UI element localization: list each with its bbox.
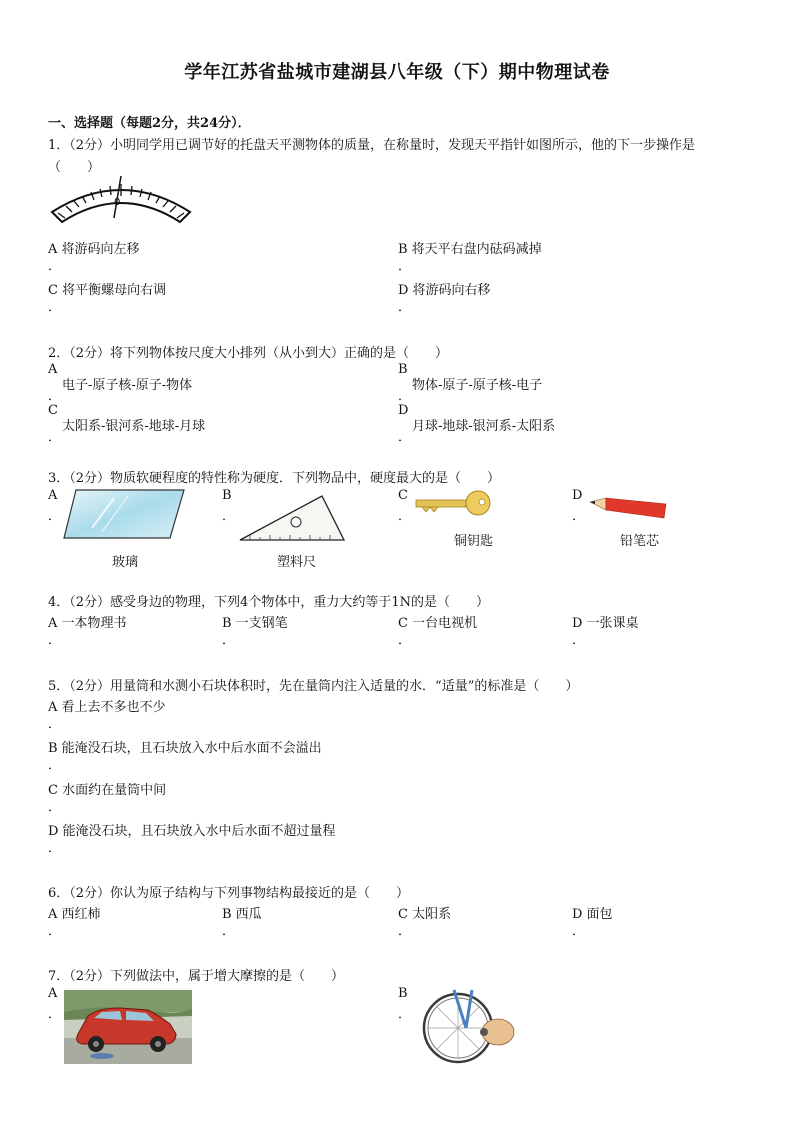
q6-option-a-dot: ． bbox=[48, 924, 62, 939]
q5-option-c[interactable]: C 水面约在量筒中间 bbox=[48, 783, 167, 798]
q5-option-b[interactable]: B 能淹没石块，且石块放入水中后水面不会溢出 bbox=[48, 741, 322, 756]
balance-pointer-scale-figure bbox=[48, 174, 194, 226]
bicycle-brake-image bbox=[414, 988, 518, 1064]
q2-option-d[interactable]: 月球-地球-银河系-太阳系 bbox=[412, 419, 556, 434]
q2-option-c[interactable]: 太阳系-银河系-地球-月球 bbox=[62, 419, 206, 434]
page-title: 学年江苏省盐城市建湖县八年级（下）期中物理试卷 bbox=[184, 62, 610, 83]
q5-option-d-dot: ． bbox=[48, 841, 62, 856]
q1-stem-cont: （ ） bbox=[48, 160, 101, 175]
section-heading: 一、选择题（每题2分，共24分）． bbox=[48, 116, 251, 131]
q2-option-b-letter: B bbox=[398, 362, 408, 377]
q1-option-b-dot: ． bbox=[398, 259, 412, 274]
q4-option-b[interactable]: B 一支钢笔 bbox=[222, 616, 288, 631]
q2-option-c-letter: C bbox=[48, 403, 58, 418]
plastic-set-square-image bbox=[238, 494, 346, 544]
q7-option-b-dot: ． bbox=[398, 1007, 412, 1022]
q2-option-a-letter: A bbox=[48, 362, 58, 377]
q3-stem: 3．（2分）物质软硬程度的特性称为硬度．下列物品中，硬度最大的是（ ） bbox=[48, 471, 501, 486]
q2-option-d-dot: ． bbox=[398, 430, 412, 445]
q1-stem: 1．（2分）小明同学用已调节好的托盘天平测物体的质量，在称量时，发现天平指针如图所示，他的下一步操作是 bbox=[48, 138, 696, 153]
glass-pane-image bbox=[62, 488, 186, 540]
q5-option-c-dot: ． bbox=[48, 800, 62, 815]
q4-stem: 4．（2分）感受身边的物理，下列4个物体中，重力大约等于1N的是（ ） bbox=[48, 595, 489, 610]
q7-stem: 7．（2分）下列做法中，属于增大摩擦的是（ ） bbox=[48, 969, 345, 984]
q3-option-b-caption: 塑料尺 bbox=[277, 555, 317, 570]
q6-option-a[interactable]: A 西红柿 bbox=[48, 907, 101, 922]
q3-option-c-letter[interactable]: C bbox=[398, 488, 408, 503]
q5-option-b-dot: ． bbox=[48, 758, 62, 773]
q7-option-a-letter[interactable]: A bbox=[48, 986, 58, 1001]
q6-option-b[interactable]: B 西瓜 bbox=[222, 907, 262, 922]
q1-option-a[interactable]: A 将游码向左移 bbox=[48, 242, 140, 257]
q5-option-d[interactable]: D 能淹没石块，且石块放入水中后水面不超过量程 bbox=[48, 824, 336, 839]
q3-option-a-caption: 玻璃 bbox=[112, 555, 139, 570]
q6-option-c-dot: ． bbox=[398, 924, 412, 939]
q1-option-c-dot: ． bbox=[48, 300, 62, 315]
q2-option-a[interactable]: 电子-原子核-原子-物体 bbox=[62, 378, 193, 393]
q2-option-b[interactable]: 物体-原子-原子核-电子 bbox=[412, 378, 543, 393]
q7-option-a-dot: ． bbox=[48, 1007, 62, 1022]
q3-option-a-dot: ． bbox=[48, 509, 62, 524]
q1-option-c[interactable]: C 将平衡螺母向右调 bbox=[48, 283, 167, 298]
q2-stem: 2．（2分）将下列物体按尺度大小排列（从小到大）正确的是（ ） bbox=[48, 346, 449, 361]
q1-option-d-dot: ． bbox=[398, 300, 412, 315]
q3-option-d-letter[interactable]: D bbox=[572, 488, 583, 503]
q1-figure-zero-label: 0 bbox=[114, 197, 121, 208]
q3-option-d-dot: ． bbox=[572, 509, 586, 524]
q2-option-b-dot: ． bbox=[398, 389, 412, 404]
q6-option-c[interactable]: C 太阳系 bbox=[398, 907, 452, 922]
q2-option-d-letter: D bbox=[398, 403, 409, 418]
q3-option-b-dot: ． bbox=[222, 509, 236, 524]
q5-option-a-dot: ． bbox=[48, 717, 62, 732]
q4-option-d-dot: ． bbox=[572, 633, 586, 648]
q6-option-d[interactable]: D 面包 bbox=[572, 907, 613, 922]
q6-stem: 6．（2分）你认为原子结构与下列事物结构最接近的是（ ） bbox=[48, 886, 410, 901]
copper-key-image bbox=[414, 490, 494, 518]
q7-option-b-letter[interactable]: B bbox=[398, 986, 408, 1001]
q4-option-a-dot: ． bbox=[48, 633, 62, 648]
q1-option-a-dot: ． bbox=[48, 259, 62, 274]
q3-option-a-letter[interactable]: A bbox=[48, 488, 58, 503]
q4-option-a[interactable]: A 一本物理书 bbox=[48, 616, 127, 631]
q6-option-b-dot: ． bbox=[222, 924, 236, 939]
q4-option-b-dot: ． bbox=[222, 633, 236, 648]
q5-stem: 5．（2分）用量筒和水测小石块体积时，先在量筒内注入适量的水．“适量”的标准是（ ） bbox=[48, 679, 579, 694]
q3-option-c-caption: 铜钥匙 bbox=[454, 534, 494, 549]
pencil-image bbox=[588, 496, 668, 520]
q2-option-c-dot: ． bbox=[48, 430, 62, 445]
q2-option-a-dot: ． bbox=[48, 389, 62, 404]
q3-option-d-caption: 铅笔芯 bbox=[620, 534, 660, 549]
q4-option-d[interactable]: D 一张课桌 bbox=[572, 616, 639, 631]
q3-option-c-dot: ． bbox=[398, 509, 412, 524]
q4-option-c[interactable]: C 一台电视机 bbox=[398, 616, 478, 631]
q6-option-d-dot: ． bbox=[572, 924, 586, 939]
q5-option-a[interactable]: A 看上去不多也不少 bbox=[48, 700, 166, 715]
q1-option-b[interactable]: B 将天平右盘内砝码减掉 bbox=[398, 242, 542, 257]
q1-option-d[interactable]: D 将游码向右移 bbox=[398, 283, 491, 298]
car-on-road-image bbox=[64, 990, 192, 1064]
q4-option-c-dot: ． bbox=[398, 633, 412, 648]
q3-option-b-letter[interactable]: B bbox=[222, 488, 232, 503]
